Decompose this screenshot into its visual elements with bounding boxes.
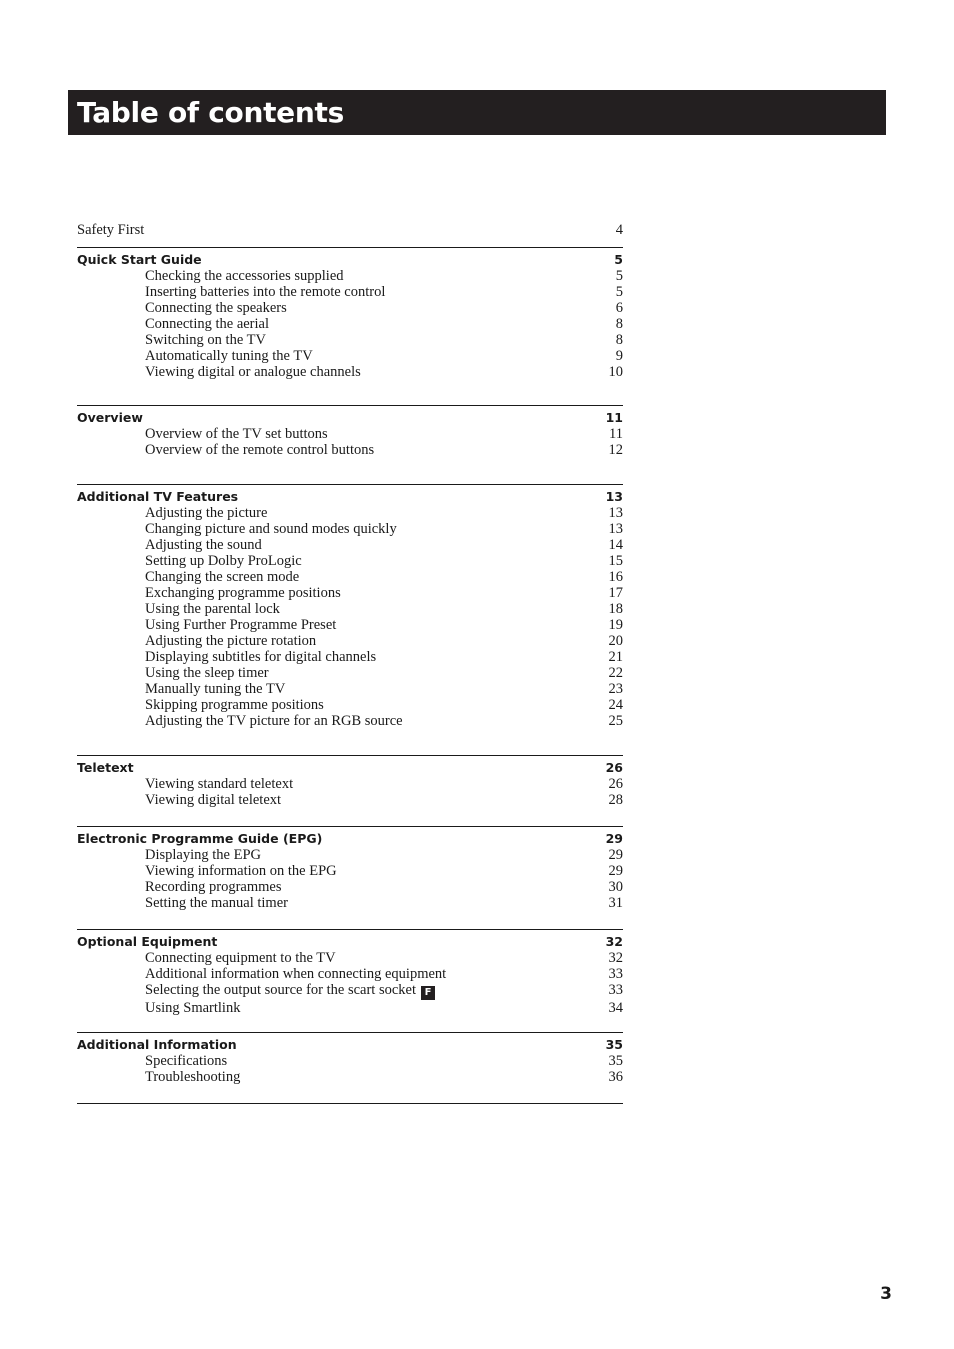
- toc-entry-page: 15: [608, 553, 623, 569]
- section-heading[interactable]: [77, 410, 623, 426]
- toc-entry-page: 13: [608, 505, 623, 521]
- toc-entry[interactable]: [77, 950, 623, 966]
- toc-entry-label: Changing the screen mode: [145, 569, 300, 585]
- toc-entry-page: 13: [608, 521, 623, 537]
- toc-entry-page: 33: [608, 982, 623, 998]
- title-bar: [68, 90, 886, 135]
- toc-entry[interactable]: [77, 697, 623, 713]
- toc-entry[interactable]: [77, 284, 623, 300]
- toc-entry-label: Checking the accessories supplied: [145, 268, 344, 284]
- toc-entry-label: Using the parental lock: [145, 601, 280, 617]
- toc-section-optional-equipment: [77, 930, 623, 1032]
- toc-entry-page: 31: [608, 895, 623, 911]
- toc-entry-label: Viewing standard teletext: [145, 776, 294, 792]
- toc-section-additional-tv-features: [77, 485, 623, 755]
- toc-entry-label: Recording programmes: [145, 879, 282, 895]
- section-title: Teletext: [77, 760, 134, 775]
- toc-section-overview: [77, 406, 623, 484]
- toc-entry[interactable]: [77, 681, 623, 697]
- toc-entry-page: 8: [615, 316, 623, 332]
- toc-entry-label: Viewing digital teletext: [145, 792, 282, 808]
- toc-entry[interactable]: [77, 879, 623, 895]
- toc-entry[interactable]: [77, 268, 623, 284]
- section-heading[interactable]: [77, 1037, 623, 1053]
- toc-entry-label: Manually tuning the TV: [145, 681, 286, 697]
- toc-entry-label: Skipping programme positions: [145, 697, 324, 713]
- toc-entry-page: 10: [608, 364, 623, 380]
- toc-entry-label: Displaying the EPG: [145, 847, 261, 863]
- toc-entry-page: 9: [615, 348, 623, 364]
- toc-entry-page: 32: [608, 950, 623, 966]
- toc-entry[interactable]: [77, 776, 623, 792]
- toc-entry[interactable]: [77, 569, 623, 585]
- section-title: Additional TV Features: [77, 489, 239, 504]
- toc-section-additional-information: [77, 1033, 623, 1103]
- toc-entry-label: Viewing digital or analogue channels: [145, 364, 361, 380]
- toc-section-epg: [77, 827, 623, 929]
- toc-entry[interactable]: [77, 300, 623, 316]
- section-heading[interactable]: [77, 489, 623, 505]
- toc-entry-label: Connecting equipment to the TV: [145, 950, 336, 966]
- toc-entry-label: Specifications: [145, 1053, 228, 1069]
- section-page: 35: [605, 1037, 623, 1052]
- toc-entry-page: 29: [608, 863, 623, 879]
- table-of-contents: [77, 222, 623, 1104]
- toc-entry[interactable]: [77, 348, 623, 364]
- section-heading[interactable]: [77, 934, 623, 950]
- toc-entry-page: 14: [608, 537, 623, 553]
- toc-entry[interactable]: [77, 966, 623, 982]
- toc-entry-page: 5: [615, 268, 623, 284]
- toc-entry-label: Overview of the TV set buttons: [145, 426, 328, 442]
- toc-entry-label: Safety First: [77, 222, 145, 238]
- toc-entry[interactable]: [77, 1053, 623, 1069]
- toc-entry-page: 26: [608, 776, 623, 792]
- toc-entry-page: 22: [608, 665, 623, 681]
- toc-entry[interactable]: [77, 1069, 623, 1085]
- toc-entry-page: 28: [608, 792, 623, 808]
- section-title: Quick Start Guide: [77, 252, 202, 267]
- toc-entry-label: Troubleshooting: [145, 1069, 241, 1085]
- toc-entry-label: Connecting the aerial: [145, 316, 270, 332]
- toc-entry-label: Switching on the TV: [145, 332, 266, 348]
- toc-entry-page: 5: [615, 284, 623, 300]
- section-title: Optional Equipment: [77, 934, 218, 949]
- toc-entry-label: Adjusting the sound: [145, 537, 262, 553]
- section-heading[interactable]: [77, 760, 623, 776]
- toc-entry-page: 20: [608, 633, 623, 649]
- toc-entry[interactable]: [77, 442, 623, 458]
- toc-entry-page: 33: [608, 966, 623, 982]
- toc-entry[interactable]: [77, 505, 623, 521]
- toc-entry[interactable]: [77, 426, 623, 442]
- toc-entry[interactable]: [77, 601, 623, 617]
- toc-entry-label: Setting the manual timer: [145, 895, 288, 911]
- toc-entry-page: 17: [608, 585, 623, 601]
- toc-entry-label: Additional information when connecting equipment: [145, 966, 447, 982]
- toc-entry[interactable]: [77, 982, 623, 1000]
- toc-entry[interactable]: [77, 847, 623, 863]
- toc-entry-page: 35: [608, 1053, 623, 1069]
- toc-section-teletext: [77, 756, 623, 826]
- toc-entry-label: Connecting the speakers: [145, 300, 287, 316]
- toc-entry[interactable]: [77, 895, 623, 911]
- toc-entry[interactable]: [77, 649, 623, 665]
- toc-entry-page: 25: [608, 713, 623, 729]
- toc-section-quick-start-guide: [77, 248, 623, 405]
- toc-entry[interactable]: [77, 713, 623, 729]
- toc-entry-label: Using the sleep timer: [145, 665, 269, 681]
- toc-entry-label: Inserting batteries into the remote control: [145, 284, 386, 300]
- toc-entry-page: 23: [608, 681, 623, 697]
- toc-entry[interactable]: [77, 553, 623, 569]
- section-heading[interactable]: [77, 831, 623, 847]
- toc-entry-page: 21: [608, 649, 623, 665]
- toc-entry-label: Using Smartlink: [145, 1000, 241, 1016]
- section-page: 26: [605, 760, 623, 775]
- toc-entry-label: Adjusting the picture: [145, 505, 268, 521]
- page-title: Table of contents: [77, 96, 344, 129]
- toc-entry-page: 34: [608, 1000, 623, 1016]
- toc-entry[interactable]: [77, 521, 623, 537]
- toc-entry[interactable]: [77, 863, 623, 879]
- toc-entry[interactable]: [77, 617, 623, 633]
- toc-entry-label: Setting up Dolby ProLogic: [145, 553, 302, 569]
- toc-entry-label: Adjusting the picture rotation: [145, 633, 317, 649]
- section-page: 13: [605, 489, 623, 504]
- toc-entry-page: 11: [609, 426, 623, 442]
- section-page: 11: [605, 410, 623, 425]
- toc-entry-page: 24: [608, 697, 623, 713]
- section-page: 32: [605, 934, 623, 949]
- section-title: Additional Information: [77, 1037, 237, 1052]
- toc-entry-safety[interactable]: [77, 222, 623, 238]
- section-title: Electronic Programme Guide (EPG): [77, 831, 323, 846]
- toc-entry-page: 18: [608, 601, 623, 617]
- section-page: 5: [614, 252, 623, 267]
- section-page: 29: [605, 831, 623, 846]
- toc-entry-label: Selecting the output source for the scart socket: [145, 982, 416, 998]
- toc-entry[interactable]: [77, 316, 623, 332]
- toc-entry-page: 16: [608, 569, 623, 585]
- toc-entry-label: Adjusting the TV picture for an RGB source: [145, 713, 403, 729]
- toc-entry-label: Viewing information on the EPG: [145, 863, 337, 879]
- toc-entry-page: 6: [615, 300, 623, 316]
- toc-entry[interactable]: [77, 665, 623, 681]
- page-number: 3: [880, 1284, 892, 1304]
- f-badge: F: [421, 986, 435, 1000]
- section-heading[interactable]: [77, 252, 623, 268]
- section-title: Overview: [77, 410, 143, 425]
- toc-entry[interactable]: [77, 585, 623, 601]
- toc-entry[interactable]: [77, 792, 623, 808]
- toc-entry-label: Using Further Programme Preset: [145, 617, 337, 633]
- section-divider: [77, 1103, 623, 1104]
- toc-entry[interactable]: [77, 633, 623, 649]
- toc-entry-page: 30: [608, 879, 623, 895]
- toc-entry-label: Overview of the remote control buttons: [145, 442, 375, 458]
- toc-entry-label: Exchanging programme positions: [145, 585, 341, 601]
- toc-entry-page: 36: [608, 1069, 623, 1085]
- toc-entry-label: Changing picture and sound modes quickly: [145, 521, 397, 537]
- toc-entry[interactable]: [77, 332, 623, 348]
- toc-entry-page: 4: [615, 222, 623, 238]
- toc-entry-page: 29: [608, 847, 623, 863]
- toc-entry-page: 19: [608, 617, 623, 633]
- toc-entry-page: 12: [608, 442, 623, 458]
- toc-entry[interactable]: [77, 1000, 623, 1016]
- toc-entry-label: Displaying subtitles for digital channels: [145, 649, 377, 665]
- toc-entry-page: 8: [615, 332, 623, 348]
- toc-entry[interactable]: [77, 537, 623, 553]
- toc-entry[interactable]: [77, 364, 623, 380]
- toc-entry-label: Automatically tuning the TV: [145, 348, 313, 364]
